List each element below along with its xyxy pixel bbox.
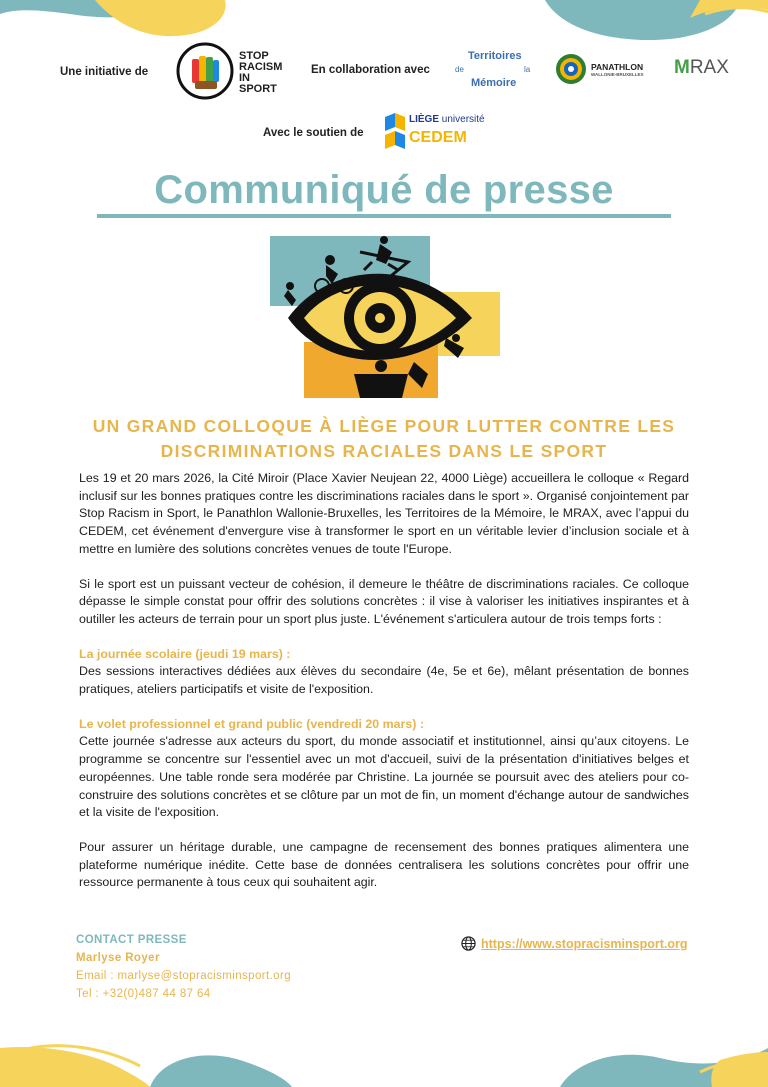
territoires-de-text: de bbox=[455, 65, 464, 74]
logo-in-text: IN bbox=[239, 72, 250, 84]
website-link[interactable]: https://www.stopracisminsport.org bbox=[481, 936, 688, 951]
section-professional-text: Cette journée s'adresse aux acteurs du sport, du monde associatif et institutionnel, ainsi qu’aux citoyens. Le programme se concentre sur l'essentiel avec un mot d'accueil, suivi de la présentation d'initiatives belges et européennes. Une table ronde sera modérée par Christine. La journée se poursuit avec des ateliers pour co-construire des solutions concrètes et se clôture par un mot de fin, un moment d'échange autour de sandwiches et la visite de l'exposition. bbox=[79, 734, 689, 820]
liege-text: LIÈGE bbox=[409, 114, 440, 125]
paragraph-intro: Les 19 et 20 mars 2026, la Cité Miroir (Place Xavier Neujean 22, 4000 Liège) accueillera le colloque « Regard inclusif sur les bonnes pratiques contre les discriminations raciales dans le sport ». Organisé conjointement par Stop Racism in Sport, le Panathlon Wallonie-Bruxelles, les Territoires de la Mémoire, le MRAX, avec l’appui du CEDEM, cet événement d'envergure vise à transformer le sport en un véritable levier d’inclusion sociale et à mettre en lumière des solutions concrètes venues de toute l'Europe. bbox=[79, 471, 689, 556]
territoires-memoire-logo bbox=[452, 50, 538, 92]
mrax-rest-text: RAX bbox=[689, 57, 729, 78]
section-school-day-text: Des sessions interactives dédiées aux élèves du secondaire (4e, 5e et 6e), mêlant présentation de bonnes pratiques, ateliers participatifs et visite de l'exposition. bbox=[79, 664, 689, 697]
paragraph-context: Si le sport est un puissant vecteur de cohésion, il demeure le théâtre de discriminations raciales. Ce colloque dépasse le simple constat pour offrir des solutions concrètes : il vise à valoriser les initiatives inspirantes et à outiller les acteurs de terrain pour un sport plus juste. L'événement s'articulera autour de trois temps forts : bbox=[79, 576, 689, 626]
panathlon-logo bbox=[555, 53, 655, 87]
contact-heading: CONTACT PRESSE bbox=[76, 934, 187, 946]
mrax-m-text: M bbox=[674, 57, 690, 78]
panathlon-sub-text: WALLONIE-BRUXELLES bbox=[591, 72, 644, 77]
cedem-text: CEDEM bbox=[409, 129, 467, 146]
body-text bbox=[79, 470, 689, 892]
logo-racism-text: RACISM bbox=[239, 61, 283, 73]
initiative-label: Une initiative de bbox=[60, 66, 149, 78]
territoires-la-text: la bbox=[524, 65, 531, 74]
memoire-text: Mémoire bbox=[471, 77, 517, 89]
liege-universite-cedem-logo bbox=[385, 113, 485, 157]
logo-stop-text: STOP bbox=[239, 50, 269, 62]
press-contact bbox=[76, 931, 291, 1003]
subtitle-line-1: UN GRAND COLLOQUE À LIÈGE POUR LUTTER CONTRE LES bbox=[92, 416, 676, 436]
globe-icon bbox=[461, 936, 476, 951]
collaboration-label: En collaboration avec bbox=[311, 64, 430, 76]
logo-sport-text: SPORT bbox=[239, 83, 277, 95]
panathlon-name-text: PANATHLON bbox=[591, 62, 644, 72]
page-title: Communiqué de presse bbox=[154, 168, 614, 212]
fist-emblem-icon bbox=[175, 41, 235, 101]
section-professional-title: Le volet professionnel et grand public (vendredi 20 mars) : bbox=[79, 716, 424, 731]
contact-email[interactable]: Email : marlyse@stopracisminsport.org bbox=[76, 970, 291, 982]
contact-phone[interactable]: Tel : +32(0)487 44 87 64 bbox=[76, 988, 211, 1000]
subtitle-line-2: DISCRIMINATIONS RACIALES DANS LE SPORT bbox=[160, 441, 608, 461]
stop-racism-in-sport-logo bbox=[175, 41, 285, 101]
panathlon-emblem-icon bbox=[555, 53, 587, 85]
title-underline bbox=[97, 214, 671, 218]
paragraph-legacy: Pour assurer un héritage durable, une campagne de recensement des bonnes pratiques alimentera une plateforme numérique inédite. Cette base de données centralisera les solutions concrètes pour offrir une ressource permanente à tous ceux qui souhaitent agir. bbox=[79, 839, 689, 890]
subtitle bbox=[60, 414, 708, 464]
website-link-container[interactable] bbox=[461, 936, 688, 951]
support-label: Avec le soutien de bbox=[263, 127, 364, 139]
contact-name: Marlyse Royer bbox=[76, 952, 160, 964]
section-school-day-title: La journée scolaire (jeudi 19 mars) : bbox=[79, 646, 291, 661]
mrax-logo bbox=[674, 57, 729, 79]
liege-emblem-icon bbox=[385, 113, 405, 155]
universite-text: université bbox=[441, 114, 485, 125]
territoires-text: Territoires bbox=[468, 50, 522, 62]
eye-sport-illustration bbox=[268, 234, 502, 404]
